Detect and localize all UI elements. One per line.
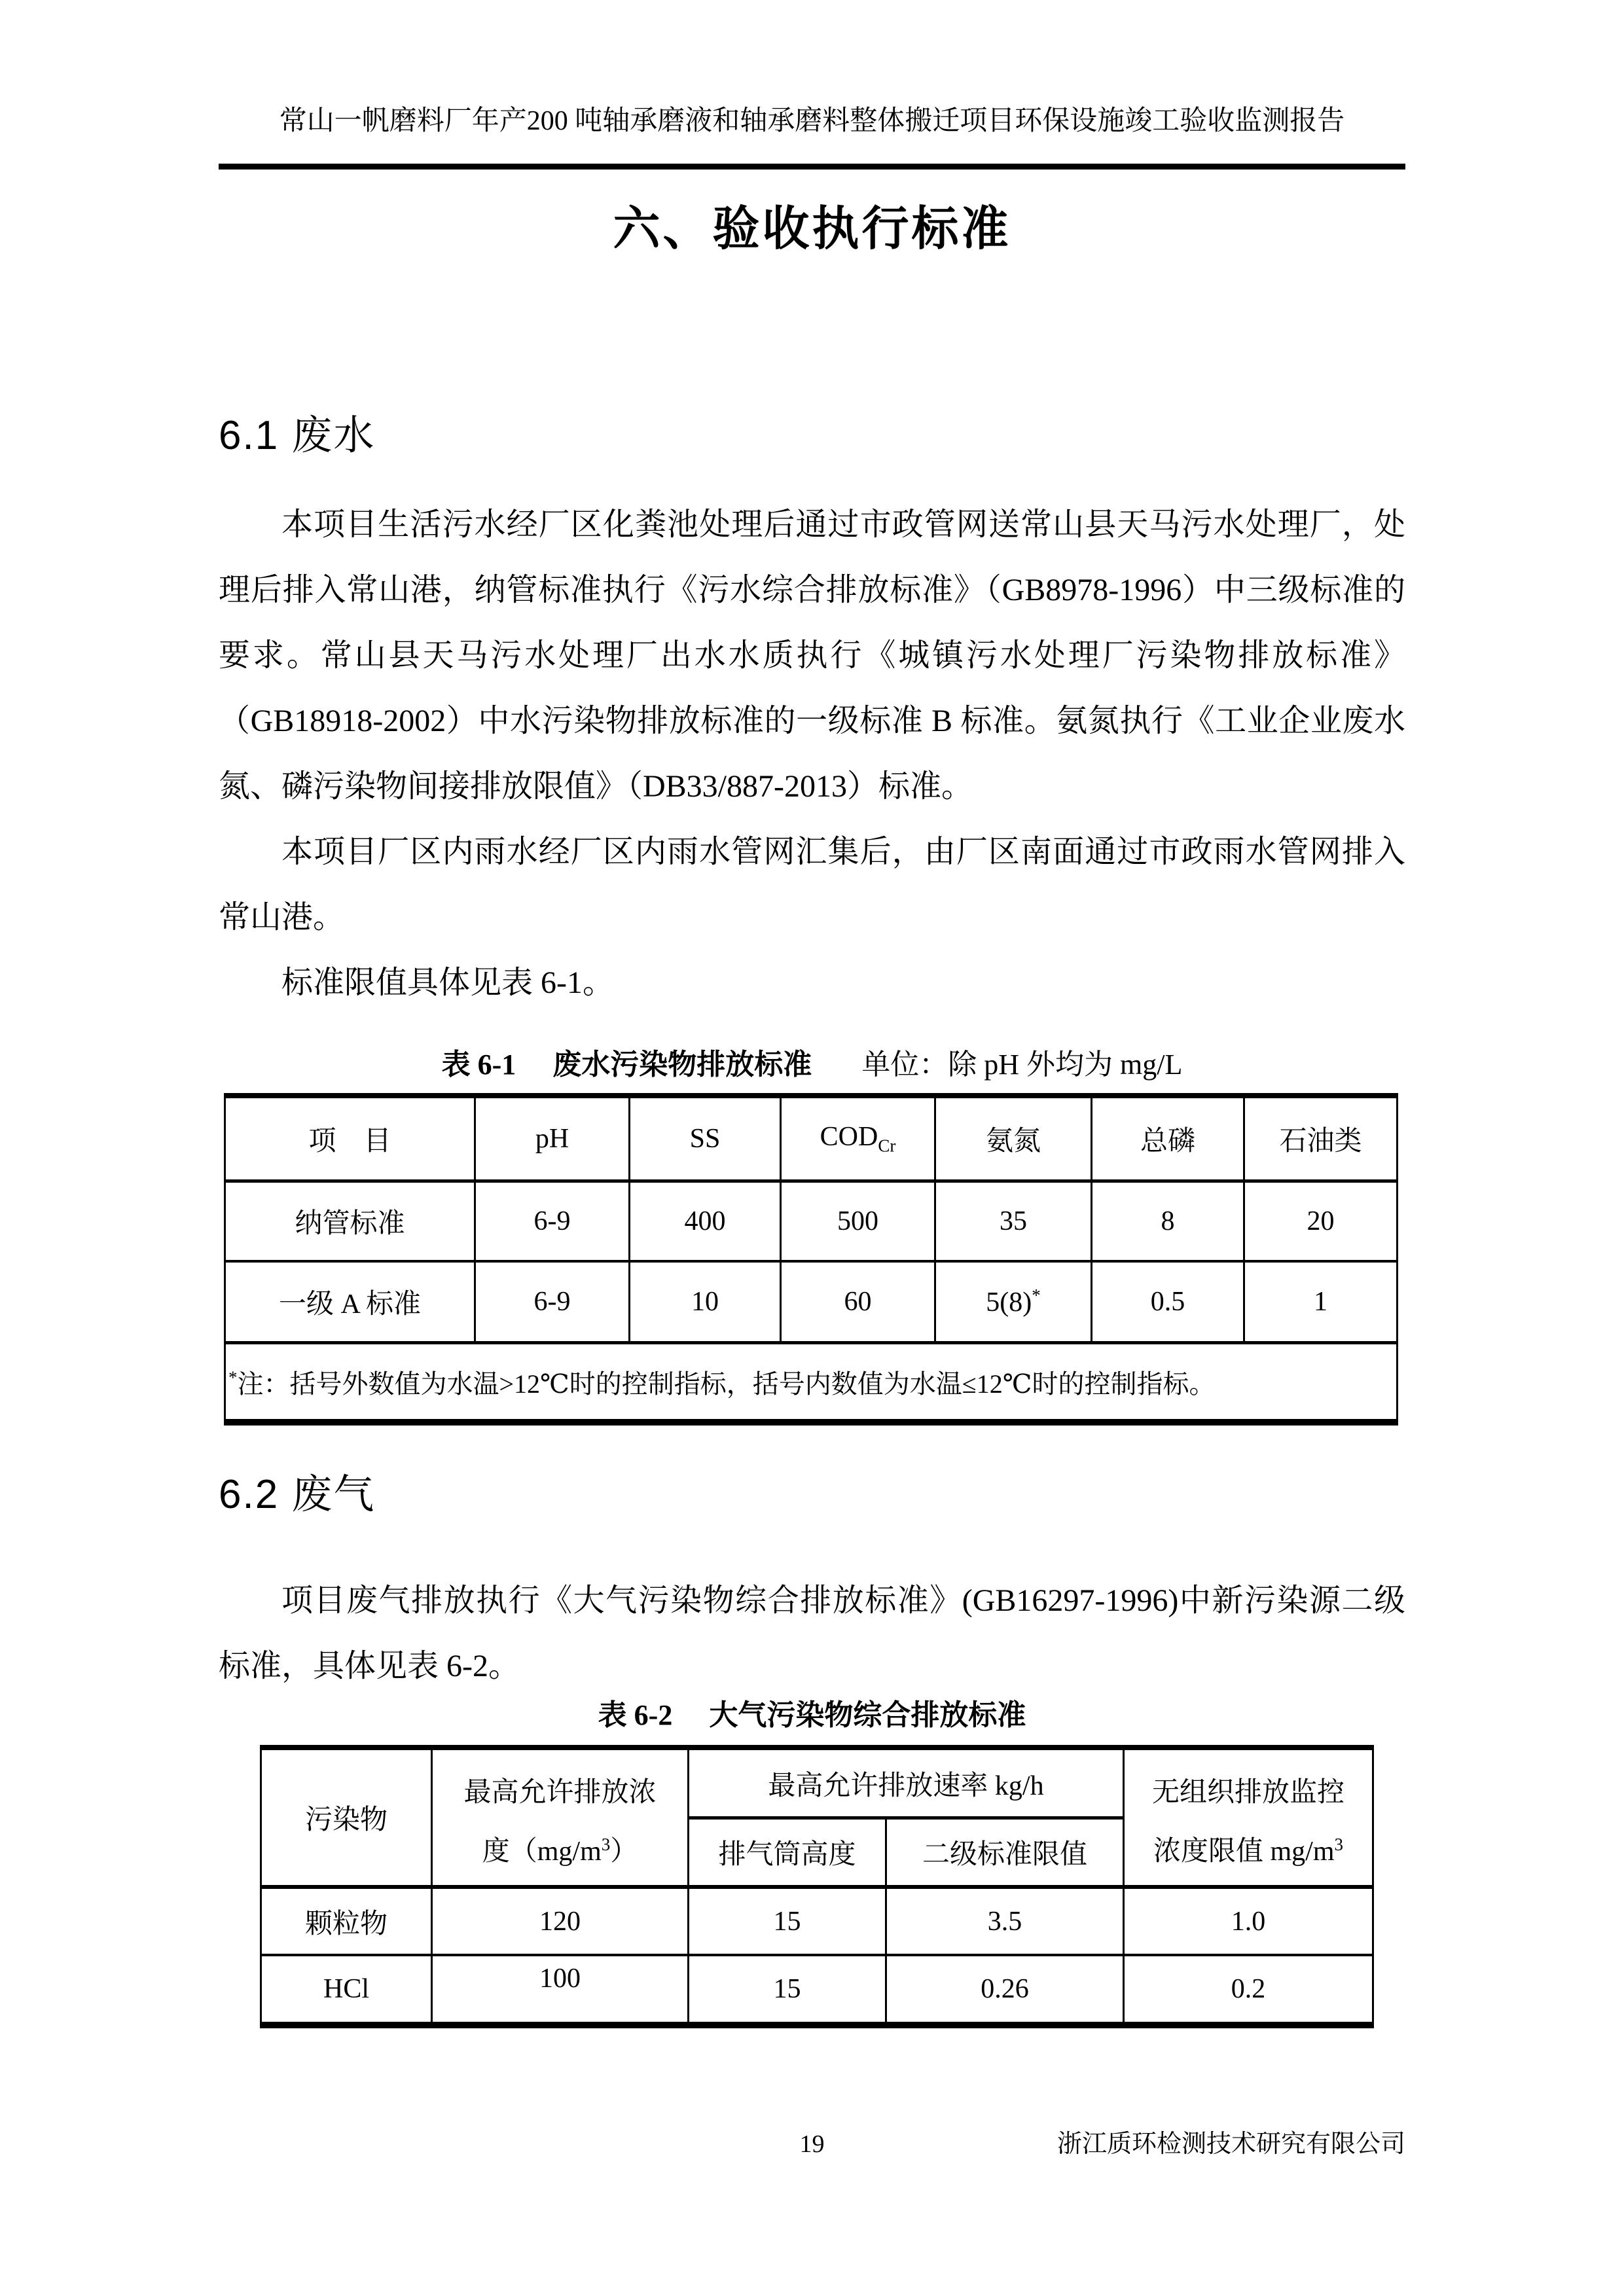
t2-r1-name: 颗粒物: [261, 1887, 432, 1955]
table-6-1-caption: [219, 1046, 1405, 1083]
table-6-1-footnote: *注：括号外数值为水温>12℃时的控制指标，括号内数值为水温≤12℃时的控制指标。: [225, 1343, 1398, 1423]
t1-r2-ph: 6-9: [475, 1261, 630, 1343]
t1-r1-phosphorus: 8: [1092, 1181, 1244, 1262]
t2-r2-concentration: 100: [432, 1955, 689, 2025]
t2-header-max-concentration: 最高允许排放浓 度$(mg/m^3)$: [432, 1748, 689, 1887]
table-row-pipe-standard: [225, 1181, 1398, 1262]
t1-r1-item: 纳管标准: [225, 1181, 475, 1262]
t1-header-petroleum: 石油类: [1244, 1096, 1398, 1181]
t2-header-grade2-limit: 二级标准限值: [886, 1818, 1124, 1888]
t1-r1-ammonia: 35: [935, 1181, 1092, 1262]
section-heading-6-2: 6.2 废气: [219, 1472, 376, 1517]
section-heading-6-1: 6.1 废水: [219, 413, 376, 458]
page-number: 19: [799, 2130, 825, 2158]
t1-header-ph: pH: [475, 1096, 630, 1181]
t1-r2-ss: 10: [630, 1261, 781, 1343]
table-6-1-unit: 单位：除 pH 外均为 mg/L: [861, 1049, 1183, 1081]
t1-r1-ss: 400: [630, 1181, 781, 1262]
t2-r1-fugitive-limit: 1.0: [1124, 1887, 1373, 1955]
t1-header-ammonia: 氨氮: [935, 1096, 1092, 1181]
page-title: 六、验收执行标准: [613, 203, 1011, 255]
paragraph-wastewater-standards: 本项目生活污水经厂区化粪池处理后通过市政管网送常山县天马污水处理厂，处理后排入常山港，纳管标准执行《污水综合排放标准》（GB8978-1996）中三级标准的要求。常山县天马污水处理厂出水水质执行《城镇污水处理厂污染物排放标准》（GB18918-2002）中水污染物排放标准的一级标准 B 标准。氨氮执行《工业企业废水氮、磷污染物间接排放限值》（DB33/887-2013）标准。: [219, 507, 1405, 804]
t2-header-pollutant: 污染物: [261, 1748, 432, 1887]
t2-r1-concentration: 120: [432, 1887, 689, 1955]
t2-r1-stack-height: 15: [689, 1887, 886, 1955]
table-6-1-note-row: [225, 1343, 1398, 1423]
t1-r2-phosphorus: 0.5: [1092, 1261, 1244, 1343]
table-6-1-label: 表 6-1: [441, 1049, 516, 1081]
paragraph-rainwater: 本项目厂区内雨水经厂区内雨水管网汇集后，由厂区南面通过市政雨水管网排入常山港。: [219, 834, 1405, 935]
table-6-2-title: 大气污染物综合排放标准: [709, 1699, 1026, 1731]
table-6-1-wastewater-standards: [224, 1093, 1398, 1426]
table-6-2-caption: [219, 1696, 1405, 1734]
t2-r2-stack-height: 15: [689, 1955, 886, 2025]
paragraph-waste-gas: 项目废气排放执行《大气污染物综合排放标准》(GB16297-1996)中新污染源二级标准，具体见表 6-2。: [219, 1583, 1405, 1683]
table-6-2-header-row-1: [261, 1748, 1373, 1818]
t2-r2-fugitive-limit: 0.2: [1124, 1955, 1373, 2025]
table-6-2-air-emission-standards: [260, 1745, 1374, 2028]
page-footer: [219, 2126, 1405, 2162]
t1-header-ss: SS: [630, 1096, 781, 1181]
header-rule: [219, 164, 1405, 170]
t1-r2-item: 一级 A 标准: [225, 1261, 475, 1343]
t2-header-max-rate: 最高允许排放速率 kg/h: [689, 1748, 1124, 1818]
paragraph-see-table-6-1: 标准限值具体见表 6-1。: [281, 965, 614, 1000]
t1-r2-cod: 60: [781, 1261, 935, 1343]
table-row-grade-a-standard: [225, 1261, 1398, 1343]
t2-r2-rate-limit: 0.26: [886, 1955, 1124, 2025]
running-header-title: 常山一帆磨料厂年产200 吨轴承磨液和轴承磨料整体搬迁项目环保设施竣工验收监测报告: [279, 106, 1345, 136]
t2-r1-rate-limit: 3.5: [886, 1887, 1124, 1955]
t1-r1-petroleum: 20: [1244, 1181, 1398, 1262]
t1-r2-petroleum: 1: [1244, 1261, 1398, 1343]
table-6-1-title: 废水污染物排放标准: [552, 1049, 812, 1081]
table-6-1-header-row: [225, 1096, 1398, 1181]
t1-r1-cod: 500: [781, 1181, 935, 1262]
t1-header-item: 项 目: [225, 1096, 475, 1181]
footer-company-name: 浙江质环检测技术研究有限公司: [1056, 2130, 1405, 2158]
t2-header-stack-height: 排气筒高度: [689, 1818, 886, 1888]
t1-header-cod: $COD_{Cr}$: [781, 1096, 935, 1181]
t2-r2-name: HCl: [261, 1955, 432, 2025]
t1-r1-ph: 6-9: [475, 1181, 630, 1262]
t2-header-fugitive-monitoring: 无组织排放监控 浓度限值 $mg/m^3$: [1124, 1748, 1373, 1887]
table-6-2-label: 表 6-2: [598, 1699, 673, 1731]
t1-header-phosphorus: 总磷: [1092, 1096, 1244, 1181]
table-row-hcl: [261, 1955, 1373, 2025]
table-row-particulates: [261, 1887, 1373, 1955]
t1-r2-ammonia: 5(8)*: [935, 1261, 1092, 1343]
